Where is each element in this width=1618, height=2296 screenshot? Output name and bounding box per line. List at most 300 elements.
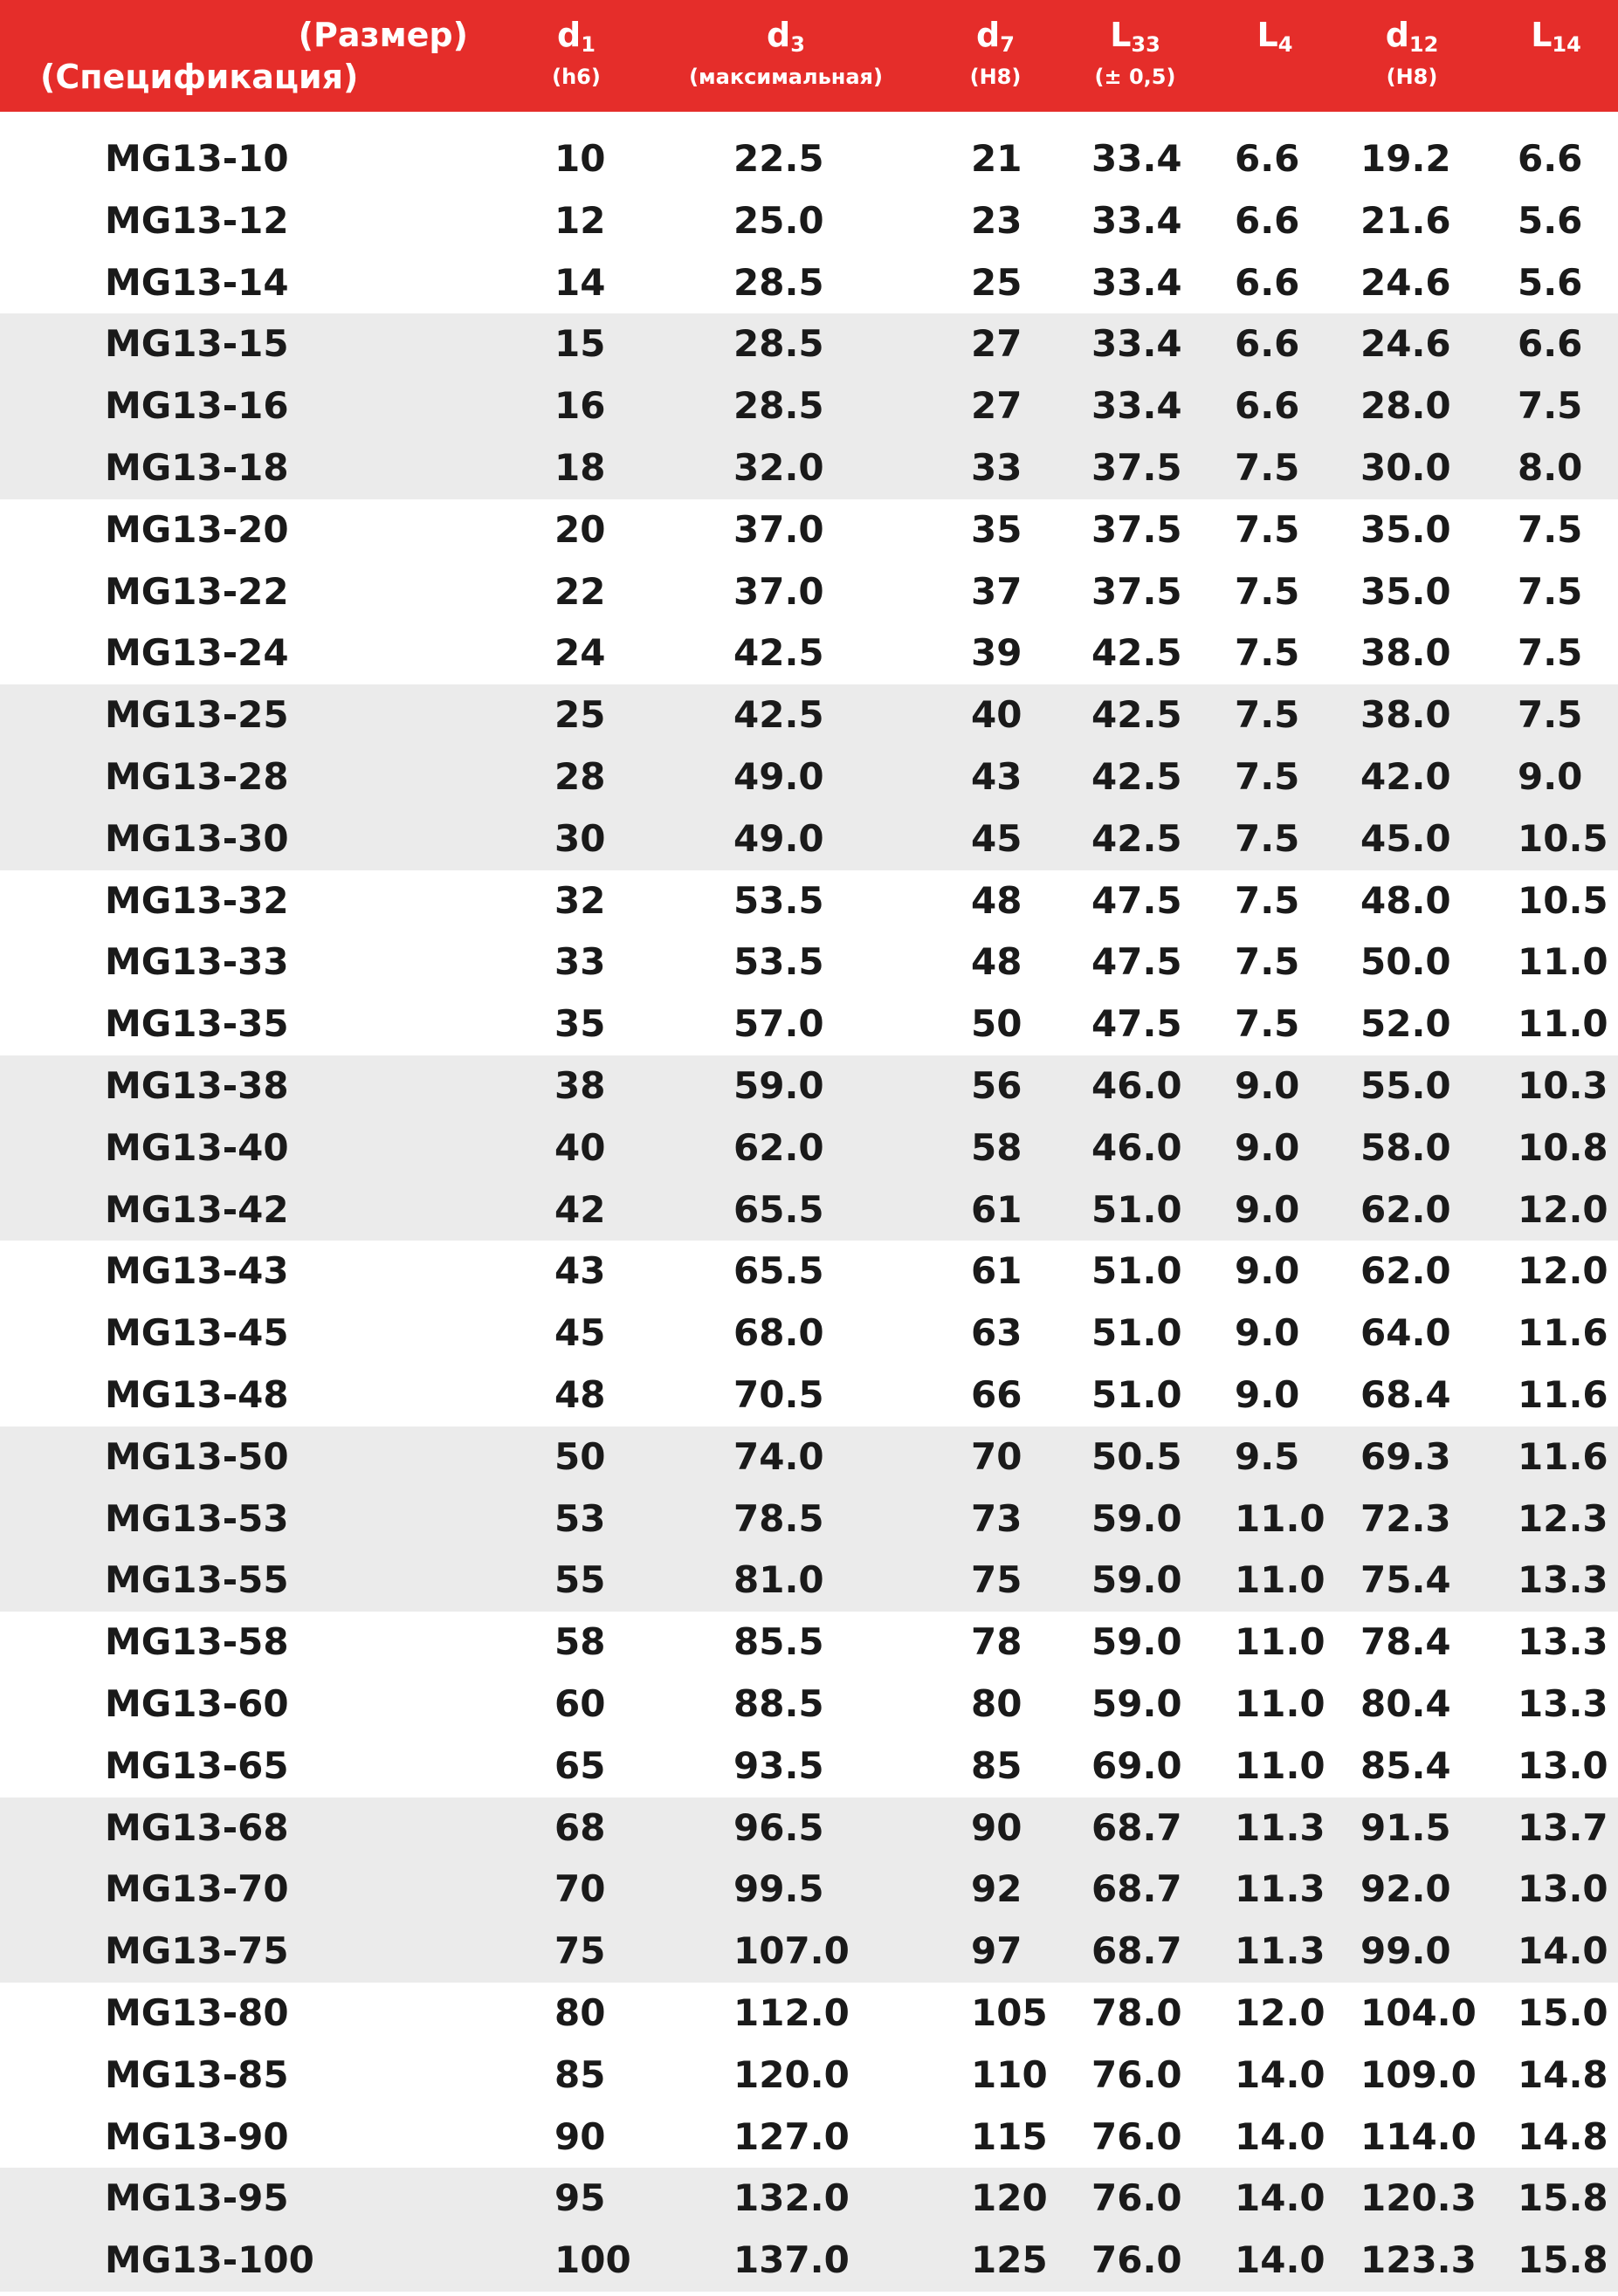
table-row (0, 1365, 1618, 1426)
cell-d1: 30 (554, 816, 606, 860)
cell-d7: 61 (971, 1249, 1022, 1293)
cell-l14: 10.3 (1518, 1063, 1608, 1107)
cell-l4: 7.5 (1235, 445, 1300, 489)
cell-l4: 7.5 (1235, 878, 1300, 922)
cell-d12: 52.0 (1360, 1002, 1451, 1046)
cell-l33: 37.5 (1091, 445, 1182, 489)
cell-l33: 68.7 (1091, 1929, 1182, 1973)
table-row (0, 1241, 1618, 1303)
cell-size: MG13-65 (105, 1743, 289, 1787)
cell-l4: 7.5 (1235, 754, 1300, 798)
cell-size: MG13-42 (105, 1187, 289, 1231)
cell-l14: 13.3 (1518, 1558, 1608, 1602)
table-row (0, 2107, 1618, 2169)
cell-d3: 25.0 (733, 198, 824, 242)
table-row (0, 931, 1618, 993)
cell-d3: 57.0 (733, 1002, 824, 1046)
cell-l4: 11.0 (1235, 1620, 1325, 1664)
cell-l4: 9.0 (1235, 1125, 1300, 1169)
cell-d12: 104.0 (1360, 1990, 1477, 2034)
cell-l14: 7.5 (1518, 693, 1583, 737)
cell-d3: 59.0 (733, 1063, 824, 1107)
cell-l33: 33.4 (1091, 198, 1182, 242)
cell-l33: 42.5 (1091, 693, 1182, 737)
cell-l4: 6.6 (1235, 384, 1300, 428)
cell-l4: 11.3 (1235, 1805, 1325, 1849)
cell-d3: 137.0 (733, 2238, 850, 2282)
cell-d12: 30.0 (1360, 445, 1451, 489)
cell-d7: 39 (971, 631, 1022, 675)
cell-l14: 12.0 (1518, 1249, 1608, 1293)
cell-size: MG13-75 (105, 1929, 289, 1973)
cell-l33: 51.0 (1091, 1249, 1182, 1293)
cell-l4: 7.5 (1235, 507, 1300, 551)
cell-d3: 28.5 (733, 260, 824, 304)
cell-d1: 28 (554, 754, 606, 798)
cell-size: MG13-45 (105, 1311, 289, 1355)
cell-l33: 76.0 (1091, 2238, 1182, 2282)
cell-l14: 14.8 (1518, 2114, 1608, 2158)
cell-d12: 123.3 (1360, 2238, 1477, 2282)
cell-l14: 11.6 (1518, 1311, 1608, 1355)
header-spec-label: (Спецификация) (40, 58, 359, 96)
cell-l4: 9.0 (1235, 1187, 1300, 1231)
cell-l14: 15.0 (1518, 1990, 1608, 2034)
cell-d3: 53.5 (733, 878, 824, 922)
cell-l33: 33.4 (1091, 137, 1182, 180)
table-row (0, 1488, 1618, 1550)
table-row (0, 1736, 1618, 1798)
cell-l33: 47.5 (1091, 1002, 1182, 1046)
cell-d1: 32 (554, 878, 606, 922)
cell-l4: 12.0 (1235, 1990, 1325, 2034)
cell-d12: 114.0 (1360, 2114, 1477, 2158)
cell-d12: 28.0 (1360, 384, 1451, 428)
cell-d3: 53.5 (733, 940, 824, 984)
cell-size: MG13-38 (105, 1063, 289, 1107)
cell-d7: 90 (971, 1805, 1022, 1849)
cell-d12: 35.0 (1360, 569, 1451, 613)
cell-size: MG13-14 (105, 260, 289, 304)
cell-d1: 60 (554, 1681, 606, 1725)
cell-l4: 11.3 (1235, 1867, 1325, 1911)
cell-d3: 32.0 (733, 445, 824, 489)
cell-l4: 9.0 (1235, 1249, 1300, 1293)
cell-d7: 73 (971, 1496, 1022, 1540)
cell-d7: 48 (971, 878, 1022, 922)
table-row (0, 499, 1618, 561)
cell-size: MG13-60 (105, 1681, 289, 1725)
cell-d12: 80.4 (1360, 1681, 1451, 1725)
cell-d1: 42 (554, 1187, 606, 1231)
cell-size: MG13-70 (105, 1867, 289, 1911)
cell-l33: 46.0 (1091, 1063, 1182, 1107)
cell-d1: 55 (554, 1558, 606, 1602)
cell-d3: 93.5 (733, 1743, 824, 1787)
cell-l4: 7.5 (1235, 816, 1300, 860)
cell-l4: 9.0 (1235, 1311, 1300, 1355)
table-row (0, 313, 1618, 375)
cell-l33: 59.0 (1091, 1620, 1182, 1664)
header-col-d12: $d_{12}$ (H8) (1385, 16, 1439, 89)
cell-l33: 46.0 (1091, 1125, 1182, 1169)
cell-d1: 12 (554, 198, 606, 242)
table-row (0, 1055, 1618, 1117)
cell-d1: 53 (554, 1496, 606, 1540)
cell-d3: 65.5 (733, 1187, 824, 1231)
table-row (0, 1550, 1618, 1612)
cell-l4: 11.0 (1235, 1743, 1325, 1787)
table-row (0, 561, 1618, 623)
cell-l33: 51.0 (1091, 1187, 1182, 1231)
table-row (0, 1798, 1618, 1859)
cell-d1: 35 (554, 1002, 606, 1046)
cell-d12: 78.4 (1360, 1620, 1451, 1664)
cell-l14: 10.5 (1518, 878, 1608, 922)
table-row (0, 808, 1618, 870)
cell-d1: 33 (554, 940, 606, 984)
cell-l33: 51.0 (1091, 1372, 1182, 1416)
cell-d1: 85 (554, 2052, 606, 2096)
cell-d3: 96.5 (733, 1805, 824, 1849)
cell-d3: 62.0 (733, 1125, 824, 1169)
table-row (0, 622, 1618, 684)
cell-d3: 132.0 (733, 2176, 850, 2220)
cell-l33: 69.0 (1091, 1743, 1182, 1787)
cell-d12: 42.0 (1360, 754, 1451, 798)
cell-d1: 14 (554, 260, 606, 304)
cell-d7: 48 (971, 940, 1022, 984)
cell-l4: 11.0 (1235, 1496, 1325, 1540)
table-row (0, 128, 1618, 190)
cell-d1: 80 (554, 1990, 606, 2034)
table-row (0, 684, 1618, 746)
cell-d1: 40 (554, 1125, 606, 1169)
cell-l14: 7.5 (1518, 569, 1583, 613)
table-row (0, 2168, 1618, 2230)
cell-d7: 125 (971, 2238, 1048, 2282)
cell-l4: 7.5 (1235, 631, 1300, 675)
cell-d7: 61 (971, 1187, 1022, 1231)
cell-l4: 6.6 (1235, 198, 1300, 242)
cell-l33: 51.0 (1091, 1311, 1182, 1355)
cell-d1: 45 (554, 1311, 606, 1355)
cell-l14: 5.6 (1518, 198, 1583, 242)
cell-l4: 11.3 (1235, 1929, 1325, 1973)
cell-l14: 11.6 (1518, 1372, 1608, 1416)
cell-l4: 14.0 (1235, 2052, 1325, 2096)
cell-l4: 9.0 (1235, 1372, 1300, 1416)
cell-d3: 49.0 (733, 754, 824, 798)
cell-d12: 85.4 (1360, 1743, 1451, 1787)
cell-d7: 37 (971, 569, 1022, 613)
cell-size: MG13-24 (105, 631, 289, 675)
cell-l33: 42.5 (1091, 631, 1182, 675)
cell-size: MG13-55 (105, 1558, 289, 1602)
cell-size: MG13-100 (105, 2238, 314, 2282)
cell-size: MG13-58 (105, 1620, 289, 1664)
cell-d12: 92.0 (1360, 1867, 1451, 1911)
cell-l33: 37.5 (1091, 569, 1182, 613)
cell-size: MG13-43 (105, 1249, 289, 1293)
cell-d1: 100 (554, 2238, 631, 2282)
cell-l33: 33.4 (1091, 322, 1182, 366)
cell-l4: 6.6 (1235, 260, 1300, 304)
cell-l14: 5.6 (1518, 260, 1583, 304)
cell-d7: 33 (971, 445, 1022, 489)
table-row (0, 993, 1618, 1055)
cell-d3: 81.0 (733, 1558, 824, 1602)
cell-d7: 120 (971, 2176, 1048, 2220)
cell-l14: 11.6 (1518, 1434, 1608, 1478)
cell-d7: 58 (971, 1125, 1022, 1169)
cell-d1: 75 (554, 1929, 606, 1973)
table-row (0, 1303, 1618, 1365)
cell-d7: 92 (971, 1867, 1022, 1911)
cell-size: MG13-68 (105, 1805, 289, 1849)
cell-l33: 78.0 (1091, 1990, 1182, 2034)
table-row (0, 2045, 1618, 2107)
table-row (0, 252, 1618, 314)
cell-l14: 10.8 (1518, 1125, 1608, 1169)
cell-l33: 59.0 (1091, 1681, 1182, 1725)
table-row (0, 1983, 1618, 2045)
cell-d12: 75.4 (1360, 1558, 1451, 1602)
cell-d1: 15 (554, 322, 606, 366)
cell-l4: 6.6 (1235, 137, 1300, 180)
header-col-d7: $d_7$ (H8) (969, 16, 1022, 89)
cell-d12: 55.0 (1360, 1063, 1451, 1107)
cell-d7: 56 (971, 1063, 1022, 1107)
header-col-d1: $d_1$ (h6) (552, 16, 601, 89)
cell-d1: 16 (554, 384, 606, 428)
cell-d12: 21.6 (1360, 198, 1451, 242)
table-row (0, 1921, 1618, 1983)
cell-l4: 7.5 (1235, 569, 1300, 613)
cell-l33: 76.0 (1091, 2114, 1182, 2158)
cell-d3: 74.0 (733, 1434, 824, 1478)
cell-d7: 80 (971, 1681, 1022, 1725)
cell-d7: 78 (971, 1620, 1022, 1664)
cell-d3: 107.0 (733, 1929, 850, 1973)
table-row (0, 1674, 1618, 1736)
cell-size: MG13-18 (105, 445, 289, 489)
cell-d3: 37.0 (733, 507, 824, 551)
cell-d3: 42.5 (733, 631, 824, 675)
cell-d1: 68 (554, 1805, 606, 1849)
cell-d12: 62.0 (1360, 1249, 1451, 1293)
cell-d3: 22.5 (733, 137, 824, 180)
cell-d3: 70.5 (733, 1372, 824, 1416)
cell-d7: 85 (971, 1743, 1022, 1787)
cell-size: MG13-30 (105, 816, 289, 860)
cell-l33: 50.5 (1091, 1434, 1182, 1478)
cell-d12: 45.0 (1360, 816, 1451, 860)
cell-l4: 7.5 (1235, 940, 1300, 984)
cell-l14: 14.0 (1518, 1929, 1608, 1973)
cell-d7: 35 (971, 507, 1022, 551)
cell-l33: 33.4 (1091, 384, 1182, 428)
cell-size: MG13-50 (105, 1434, 289, 1478)
cell-d12: 62.0 (1360, 1187, 1451, 1231)
cell-l33: 59.0 (1091, 1496, 1182, 1540)
cell-l4: 11.0 (1235, 1558, 1325, 1602)
cell-d7: 43 (971, 754, 1022, 798)
cell-d12: 58.0 (1360, 1125, 1451, 1169)
cell-d7: 40 (971, 693, 1022, 737)
cell-l4: 9.5 (1235, 1434, 1300, 1478)
cell-size: MG13-25 (105, 693, 289, 737)
cell-l33: 68.7 (1091, 1805, 1182, 1849)
cell-d12: 50.0 (1360, 940, 1451, 984)
cell-l14: 13.0 (1518, 1743, 1608, 1787)
header-col-l4: $L_4$ (1257, 16, 1293, 57)
cell-l33: 76.0 (1091, 2176, 1182, 2220)
cell-l33: 47.5 (1091, 940, 1182, 984)
cell-d1: 48 (554, 1372, 606, 1416)
cell-d7: 25 (971, 260, 1022, 304)
cell-l4: 7.5 (1235, 693, 1300, 737)
header-col-l14: $L_{14}$ (1531, 16, 1581, 57)
table-row (0, 1117, 1618, 1179)
cell-d7: 110 (971, 2052, 1048, 2096)
cell-d12: 120.3 (1360, 2176, 1477, 2220)
cell-l33: 37.5 (1091, 507, 1182, 551)
table-row (0, 870, 1618, 932)
cell-l14: 11.0 (1518, 1002, 1608, 1046)
header-size-label: (Размер) (298, 16, 468, 54)
cell-d7: 75 (971, 1558, 1022, 1602)
cell-l4: 14.0 (1235, 2238, 1325, 2282)
cell-d3: 37.0 (733, 569, 824, 613)
cell-l14: 7.5 (1518, 631, 1583, 675)
cell-d1: 18 (554, 445, 606, 489)
cell-l14: 10.5 (1518, 816, 1608, 860)
cell-l4: 11.0 (1235, 1681, 1325, 1725)
cell-size: MG13-28 (105, 754, 289, 798)
cell-d12: 64.0 (1360, 1311, 1451, 1355)
cell-d7: 50 (971, 1002, 1022, 1046)
cell-d3: 112.0 (733, 1990, 850, 2034)
cell-d7: 105 (971, 1990, 1048, 2034)
cell-d3: 65.5 (733, 1249, 824, 1293)
cell-d7: 97 (971, 1929, 1022, 1973)
table-row (0, 1859, 1618, 1921)
cell-d1: 65 (554, 1743, 606, 1787)
cell-size: MG13-10 (105, 137, 289, 180)
table-header (0, 0, 1618, 112)
cell-l14: 11.0 (1518, 940, 1608, 984)
cell-d12: 69.3 (1360, 1434, 1451, 1478)
cell-d12: 38.0 (1360, 631, 1451, 675)
cell-size: MG13-90 (105, 2114, 289, 2158)
cell-size: MG13-48 (105, 1372, 289, 1416)
cell-d3: 88.5 (733, 1681, 824, 1725)
cell-d12: 91.5 (1360, 1805, 1451, 1849)
cell-d1: 95 (554, 2176, 606, 2220)
cell-d3: 127.0 (733, 2114, 850, 2158)
table-row (0, 746, 1618, 808)
cell-size: MG13-95 (105, 2176, 289, 2220)
cell-l4: 7.5 (1235, 1002, 1300, 1046)
cell-size: MG13-85 (105, 2052, 289, 2096)
cell-d1: 58 (554, 1620, 606, 1664)
cell-d1: 10 (554, 137, 606, 180)
cell-l33: 76.0 (1091, 2052, 1182, 2096)
cell-d1: 24 (554, 631, 606, 675)
cell-l4: 6.6 (1235, 322, 1300, 366)
cell-size: MG13-53 (105, 1496, 289, 1540)
cell-d7: 23 (971, 198, 1022, 242)
cell-d1: 38 (554, 1063, 606, 1107)
header-col-l33: $L_{33}$ (± 0,5) (1094, 16, 1176, 89)
cell-d7: 45 (971, 816, 1022, 860)
cell-l33: 42.5 (1091, 816, 1182, 860)
cell-d3: 78.5 (733, 1496, 824, 1540)
cell-d7: 66 (971, 1372, 1022, 1416)
cell-size: MG13-15 (105, 322, 289, 366)
cell-l14: 12.0 (1518, 1187, 1608, 1231)
table-row (0, 1179, 1618, 1241)
cell-l14: 13.7 (1518, 1805, 1608, 1849)
cell-d12: 19.2 (1360, 137, 1451, 180)
cell-size: MG13-22 (105, 569, 289, 613)
cell-d12: 24.6 (1360, 260, 1451, 304)
header-col-d3: $d_3$ (максимальная) (689, 16, 883, 89)
cell-size: MG13-80 (105, 1990, 289, 2034)
cell-l14: 15.8 (1518, 2238, 1608, 2282)
cell-d3: 42.5 (733, 693, 824, 737)
cell-d3: 85.5 (733, 1620, 824, 1664)
cell-d12: 48.0 (1360, 878, 1451, 922)
cell-size: MG13-20 (105, 507, 289, 551)
cell-d3: 68.0 (733, 1311, 824, 1355)
cell-d3: 28.5 (733, 322, 824, 366)
cell-d3: 99.5 (733, 1867, 824, 1911)
cell-size: MG13-35 (105, 1002, 289, 1046)
cell-d12: 72.3 (1360, 1496, 1451, 1540)
cell-d3: 28.5 (733, 384, 824, 428)
table-row (0, 2230, 1618, 2292)
cell-l33: 59.0 (1091, 1558, 1182, 1602)
cell-d12: 99.0 (1360, 1929, 1451, 1973)
cell-d12: 109.0 (1360, 2052, 1477, 2096)
cell-size: MG13-16 (105, 384, 289, 428)
cell-size: MG13-33 (105, 940, 289, 984)
cell-d12: 68.4 (1360, 1372, 1451, 1416)
cell-d7: 115 (971, 2114, 1048, 2158)
cell-l33: 68.7 (1091, 1867, 1182, 1911)
cell-l14: 15.8 (1518, 2176, 1608, 2220)
cell-l14: 13.3 (1518, 1620, 1608, 1664)
cell-l14: 9.0 (1518, 754, 1583, 798)
cell-d3: 120.0 (733, 2052, 850, 2096)
cell-d12: 38.0 (1360, 693, 1451, 737)
cell-l14: 13.3 (1518, 1681, 1608, 1725)
cell-l14: 8.0 (1518, 445, 1583, 489)
cell-l14: 7.5 (1518, 384, 1583, 428)
cell-d1: 43 (554, 1249, 606, 1293)
cell-d7: 21 (971, 137, 1022, 180)
cell-l33: 47.5 (1091, 878, 1182, 922)
cell-l14: 6.6 (1518, 322, 1583, 366)
cell-d1: 90 (554, 2114, 606, 2158)
cell-l14: 7.5 (1518, 507, 1583, 551)
table-row (0, 190, 1618, 252)
cell-d1: 22 (554, 569, 606, 613)
cell-l14: 14.8 (1518, 2052, 1608, 2096)
table-row (0, 1426, 1618, 1488)
